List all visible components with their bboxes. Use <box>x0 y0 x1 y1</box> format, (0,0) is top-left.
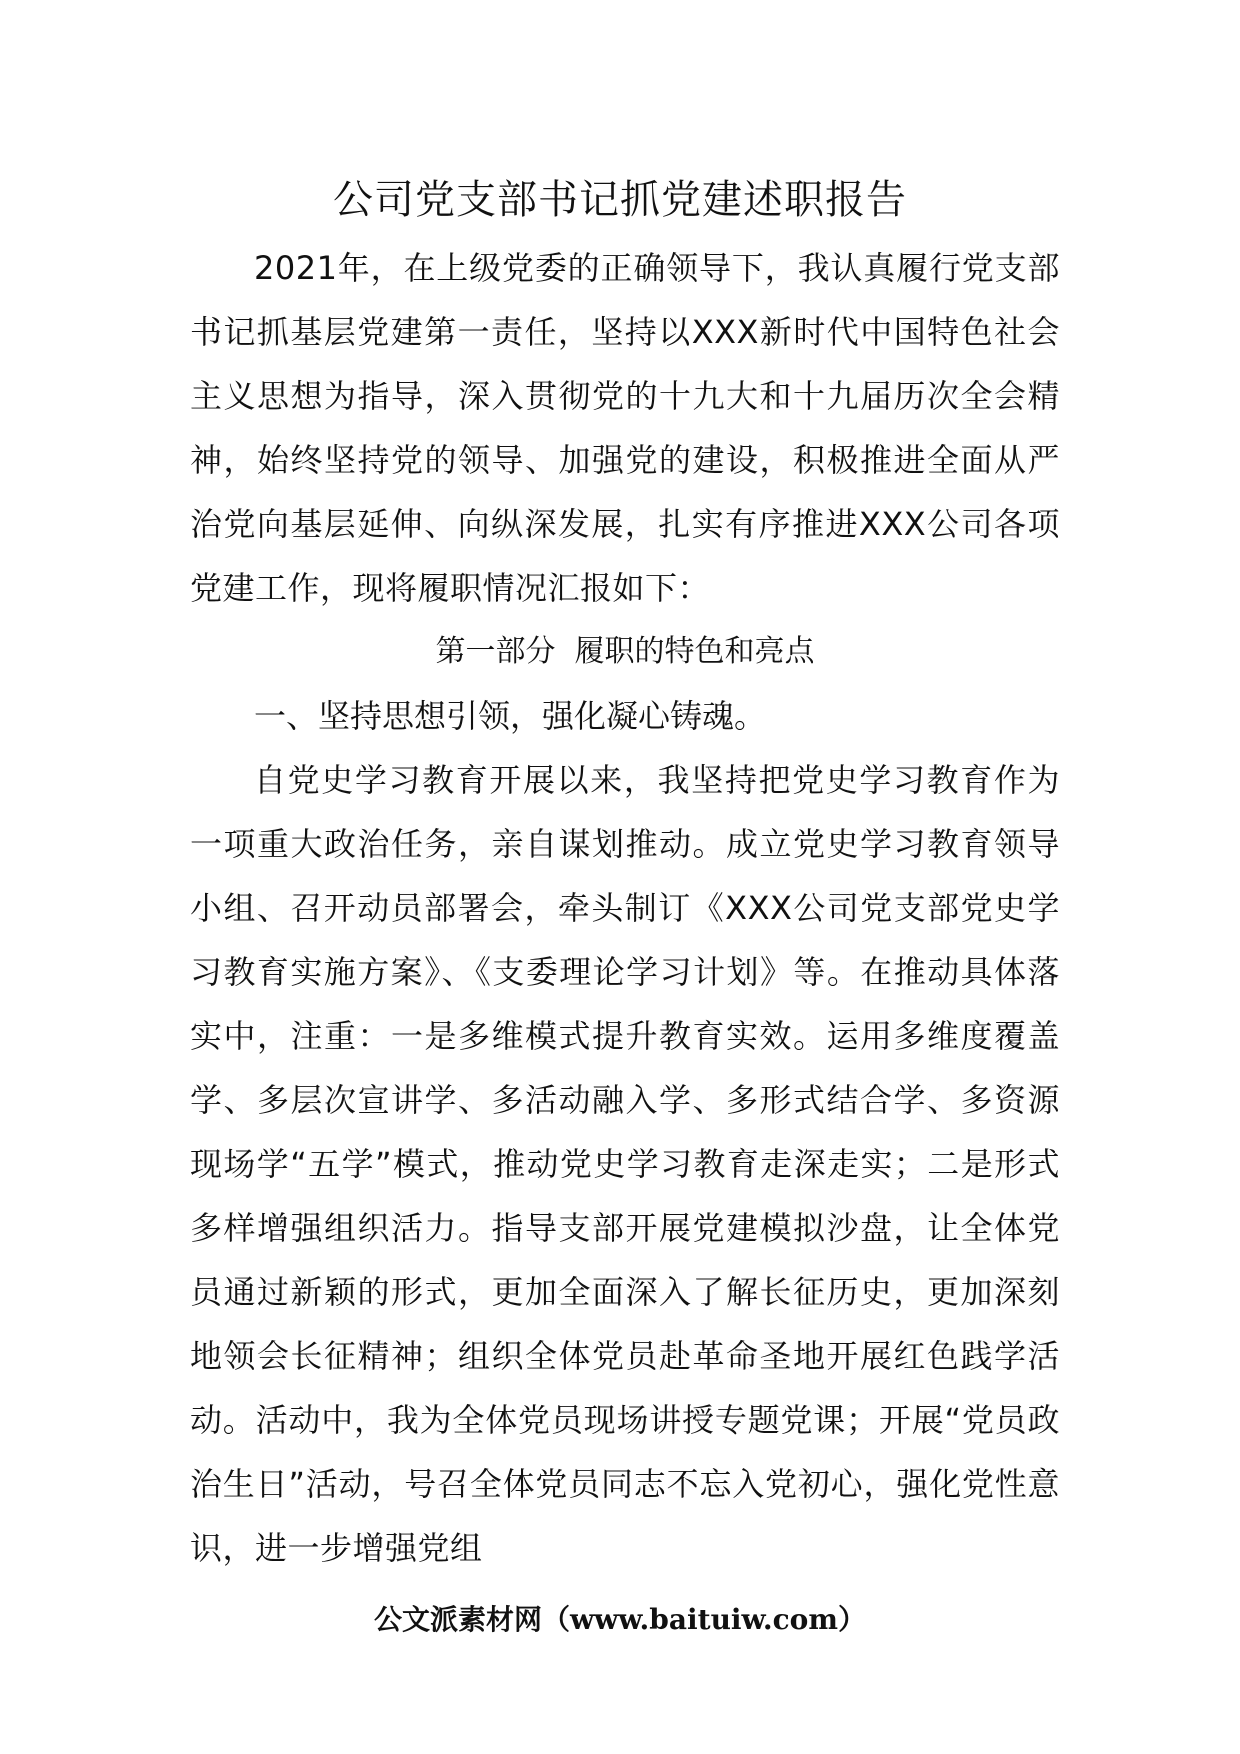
intro-paragraph: 2021年，在上级党委的正确领导下，我认真履行党支部书记抓基层党建第一责任，坚持以XXX新时代中国特色社会主义思想为指导，深入贯彻党的十九大和十九届历次全会精神，始终坚持党的领导、加强党的建设，积极推进全面从严治党向基层延伸、向纵深发展，扎实有序推进XXX公司各项党建工作，现将履职情况汇报如下： <box>190 249 1060 607</box>
section-paragraph: 自党史学习教育开展以来，我坚持把党史学习教育作为一项重大政治任务，亲自谋划推动。成立党史学习教育领导小组、召开动员部署会，牵头制订《XXX公司党支部党史学习教育实施方案》、《支委理论学习计划》等。在推动具体落实中，注重：一是多维模式提升教育实效。运用多维度覆盖学、多层次宣讲学、多活动融入学、多形式结合学、多资源现场学“五学”模式，推动党史学习教育走深走实；二是形式多样增强组织活力。指导支部开展党建模拟沙盘，让全体党员通过新颖的形式，更加全面深入了解长征历史，更加深刻地领会长征精神；组织全体党员赴革命圣地开展红色践学活动。活动中，我为全体党员现场讲授专题党课；开展“党员政治生日”活动，号召全体党员同志不忘入党初心，强化党性意识，进一步增强党组 <box>190 761 1060 1567</box>
footer-watermark: 公文派素材网（www.baituiw.com） <box>374 1603 866 1636</box>
document-title: 公司党支部书记抓党建述职报告 <box>333 177 907 223</box>
section-heading: 一、坚持思想引领，强化凝心铸魂。 <box>254 697 767 735</box>
document-body <box>190 236 1060 1580</box>
part-heading: 第一部分 履职的特色和亮点 <box>435 634 815 669</box>
